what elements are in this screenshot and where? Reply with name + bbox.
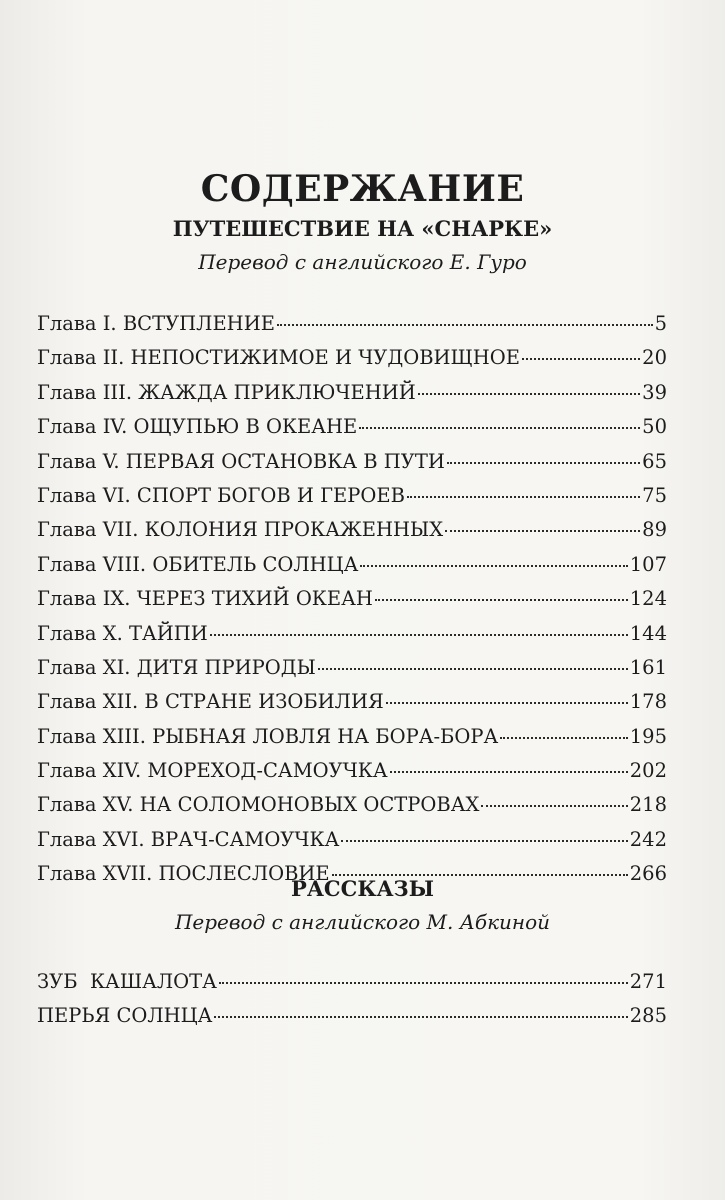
part2-toc: [37, 970, 667, 1039]
toc-leader-dots: [360, 565, 627, 567]
toc-entry: [37, 587, 667, 621]
toc-entry-label: Глава I. ВСТУПЛЕНИЕ: [37, 312, 275, 335]
toc-leader-dots: [386, 702, 628, 704]
toc-leader-dots: [522, 358, 640, 360]
toc-leader-dots: [359, 427, 640, 429]
toc-entry-page: 218: [629, 793, 667, 817]
toc-entry: [37, 759, 667, 793]
toc-entry: [37, 622, 667, 656]
toc-entry-page: 5: [654, 312, 667, 335]
toc-entry-page: 124: [629, 587, 667, 611]
toc-leader-dots: [390, 771, 628, 773]
toc-entry-label: Глава VIII. ОБИТЕЛЬ СОЛНЦА: [37, 552, 359, 576]
toc-entry: [37, 690, 667, 724]
toc-entry-page: 89: [642, 518, 667, 542]
toc-leader-dots: [500, 737, 628, 739]
toc-leader-dots: [445, 530, 640, 532]
toc-entry: [37, 828, 667, 862]
toc-entry-page: 39: [642, 380, 667, 404]
toc-entry-label: Глава VI. СПОРТ БОГОВ И ГЕРОЕВ: [37, 483, 405, 507]
toc-entry-page: 195: [629, 724, 667, 748]
toc-leader-dots: [341, 840, 627, 842]
toc-entry-label: Глава II. НЕПОСТИЖИМОЕ И ЧУДОВИЩНОЕ: [37, 346, 521, 370]
toc-entry: [37, 415, 667, 449]
part1-translator: Перевод с английского Е. Гуро: [198, 250, 527, 274]
toc-entry-label: Глава V. ПЕРВАЯ ОСТАНОВКА В ПУТИ: [37, 449, 445, 473]
toc-entry-page: 107: [629, 552, 667, 576]
part1-title: ПУТЕШЕСТВИЕ НА «СНАРКЕ»: [172, 216, 553, 241]
toc-entry-label: Глава III. ЖАЖДА ПРИКЛЮЧЕНИЙ: [37, 380, 416, 404]
toc-entry-label: Глава XI. ДИТЯ ПРИРОДЫ: [37, 655, 316, 679]
toc-entry: [37, 484, 667, 518]
toc-entry: [37, 553, 667, 587]
toc-entry-page: 50: [642, 415, 667, 439]
toc-entry-label: Глава XV. НА СОЛОМОНОВЫХ ОСТРОВАХ: [37, 793, 480, 817]
toc-entry-label: Глава XVI. ВРАЧ-САМОУЧКА: [37, 827, 340, 851]
toc-entry-page: 20: [642, 346, 667, 370]
toc-leader-dots: [375, 599, 628, 601]
toc-entry: [37, 793, 667, 827]
toc-entry-page: 75: [642, 483, 667, 507]
toc-entry-label: Глава IV. ОЩУПЬЮ В ОКЕАНЕ: [37, 415, 358, 439]
toc-entry-page: 161: [629, 655, 667, 679]
toc-entry-label: Глава XIII. РЫБНАЯ ЛОВЛЯ НА БОРА-БОРА: [37, 724, 499, 748]
part1-toc: [37, 312, 667, 897]
toc-leader-dots: [418, 393, 640, 395]
toc-entry-page: 202: [629, 759, 667, 783]
page-title: СОДЕРЖАНИЕ: [200, 168, 525, 210]
toc-entry: [37, 970, 667, 1004]
toc-entry: [37, 346, 667, 380]
toc-leader-dots: [214, 1016, 627, 1018]
toc-entry: [37, 518, 667, 552]
toc-entry-label: Глава XII. В СТРАНЕ ИЗОБИЛИЯ: [37, 690, 384, 714]
toc-entry-label: ЗУБ КАШАЛОТА: [37, 970, 217, 993]
toc-leader-dots: [481, 805, 627, 807]
toc-entry: [37, 656, 667, 690]
toc-entry-page: 242: [629, 827, 667, 851]
toc-leader-dots: [210, 634, 628, 636]
toc-entry-label: Глава VII. КОЛОНИЯ ПРОКАЖЕННЫХ: [37, 518, 444, 542]
part2-translator: Перевод с английского М. Абкиной: [174, 910, 551, 934]
toc-entry-label: ПЕРЬЯ СОЛНЦА: [37, 1004, 213, 1028]
toc-entry: [37, 1004, 667, 1038]
toc-leader-dots: [318, 668, 628, 670]
toc-entry-page: 178: [629, 690, 667, 714]
toc-leader-dots: [277, 324, 653, 326]
toc-entry-page: 144: [629, 621, 667, 645]
toc-entry-page: 285: [629, 1004, 667, 1028]
toc-entry: [37, 725, 667, 759]
toc-entry: [37, 450, 667, 484]
toc-leader-dots: [407, 496, 640, 498]
toc-entry-label: Глава IX. ЧЕРЕЗ ТИХИЙ ОКЕАН: [37, 587, 373, 611]
toc-entry-label: Глава X. ТАЙПИ: [37, 621, 208, 645]
toc-entry-label: Глава XVII. ПОСЛЕСЛОВИЕ: [37, 862, 330, 886]
part2-title: РАССКАЗЫ: [291, 876, 434, 901]
toc-leader-dots: [219, 982, 628, 984]
toc-entry-page: 271: [629, 970, 667, 993]
toc-entry: [37, 312, 667, 346]
toc-entry-label: Глава XIV. МОРЕХОД-САМОУЧКА: [37, 759, 388, 783]
toc-entry-page: 65: [642, 449, 667, 473]
toc-entry-page: 266: [629, 862, 667, 886]
toc-leader-dots: [447, 462, 640, 464]
toc-entry: [37, 381, 667, 415]
